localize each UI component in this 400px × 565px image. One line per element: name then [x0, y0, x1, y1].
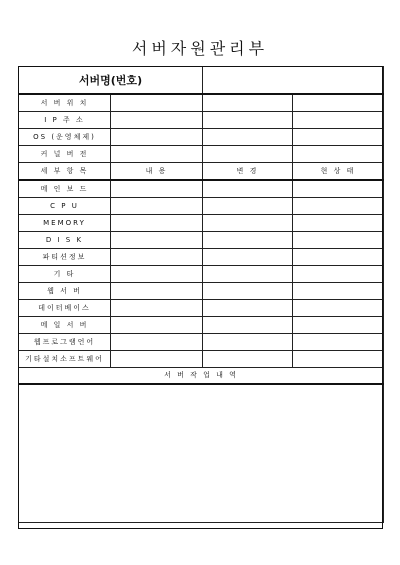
detail-row-label: 기타설치소프트웨어: [19, 351, 111, 368]
detail-row: [19, 180, 384, 198]
detail-row-content-cell[interactable]: [111, 300, 203, 317]
detail-row-status-cell[interactable]: [293, 198, 384, 215]
info-row: [19, 129, 384, 146]
info-row: [19, 146, 384, 163]
detail-row-label: 메 인 보 드: [19, 180, 111, 198]
info-row-status-cell[interactable]: [293, 94, 384, 112]
detail-row-change-cell[interactable]: [203, 300, 293, 317]
detail-row: [19, 317, 384, 334]
server-name-label: 서버명(번호): [19, 67, 203, 95]
detail-row-content-cell[interactable]: [111, 215, 203, 232]
detail-row-status-cell[interactable]: [293, 215, 384, 232]
info-row-label: 서 버 위 치: [19, 94, 111, 112]
info-row-change-cell[interactable]: [203, 94, 293, 112]
detail-row-change-cell[interactable]: [203, 180, 293, 198]
detail-row: [19, 249, 384, 266]
detail-row-status-cell[interactable]: [293, 266, 384, 283]
detail-row: [19, 215, 384, 232]
header-content: 내 용: [111, 163, 203, 181]
info-row: [19, 94, 384, 112]
header-change: 변 경: [203, 163, 293, 181]
detail-row-content-cell[interactable]: [111, 351, 203, 368]
info-row-label: OS (운영체제): [19, 129, 111, 146]
info-row-change-cell[interactable]: [203, 129, 293, 146]
info-row-content-cell[interactable]: [111, 94, 203, 112]
server-resource-form: [18, 66, 383, 529]
detail-row-change-cell[interactable]: [203, 249, 293, 266]
detail-row: [19, 351, 384, 368]
detail-row: [19, 198, 384, 215]
detail-row: [19, 266, 384, 283]
detail-row-label: 메 일 서 버: [19, 317, 111, 334]
page-title: 서버자원관리부: [131, 39, 269, 58]
work-history-label: 서 버 작 업 내 역: [19, 368, 384, 385]
detail-row-content-cell[interactable]: [111, 232, 203, 249]
info-row-status-cell[interactable]: [293, 112, 384, 129]
info-row-status-cell[interactable]: [293, 129, 384, 146]
info-row-content-cell[interactable]: [111, 129, 203, 146]
info-row-content-cell[interactable]: [111, 112, 203, 129]
detail-row-label: 데이터베이스: [19, 300, 111, 317]
detail-row-status-cell[interactable]: [293, 283, 384, 300]
detail-row-change-cell[interactable]: [203, 283, 293, 300]
detail-row-label: 기 타: [19, 266, 111, 283]
detail-row-change-cell[interactable]: [203, 198, 293, 215]
detail-row-label: 웹 서 버: [19, 283, 111, 300]
detail-row-status-cell[interactable]: [293, 249, 384, 266]
detail-row-status-cell[interactable]: [293, 351, 384, 368]
detail-row: [19, 283, 384, 300]
info-row-content-cell[interactable]: [111, 146, 203, 163]
detail-row-label: D I S K: [19, 232, 111, 249]
detail-row-status-cell[interactable]: [293, 232, 384, 249]
info-row-change-cell[interactable]: [203, 112, 293, 129]
detail-row-change-cell[interactable]: [203, 334, 293, 351]
detail-row-status-cell[interactable]: [293, 317, 384, 334]
info-row-status-cell[interactable]: [293, 146, 384, 163]
detail-row-content-cell[interactable]: [111, 334, 203, 351]
server-name-value[interactable]: [203, 67, 384, 95]
detail-row-status-cell[interactable]: [293, 180, 384, 198]
detail-row-content-cell[interactable]: [111, 266, 203, 283]
detail-row-label: C P U: [19, 198, 111, 215]
detail-row: [19, 232, 384, 249]
detail-row-change-cell[interactable]: [203, 266, 293, 283]
info-row-label: I P 주 소: [19, 112, 111, 129]
detail-row-change-cell[interactable]: [203, 232, 293, 249]
header-status: 현 상 태: [293, 163, 384, 181]
detail-row-status-cell[interactable]: [293, 300, 384, 317]
detail-row-content-cell[interactable]: [111, 317, 203, 334]
detail-row-label: 파티션정보: [19, 249, 111, 266]
detail-row-content-cell[interactable]: [111, 283, 203, 300]
detail-row-label: 웹프로그램언어: [19, 334, 111, 351]
header-item: 세 부 항 목: [19, 163, 111, 181]
detail-row-status-cell[interactable]: [293, 334, 384, 351]
work-history-area[interactable]: [19, 384, 384, 523]
resource-table: [18, 66, 384, 523]
detail-row-content-cell[interactable]: [111, 180, 203, 198]
info-row-label: 커 널 버 전: [19, 146, 111, 163]
info-row-change-cell[interactable]: [203, 146, 293, 163]
detail-row-content-cell[interactable]: [111, 249, 203, 266]
detail-row-change-cell[interactable]: [203, 317, 293, 334]
detail-row-change-cell[interactable]: [203, 351, 293, 368]
info-row: [19, 112, 384, 129]
detail-row: [19, 334, 384, 351]
detail-row: [19, 300, 384, 317]
detail-row-label: MEMORY: [19, 215, 111, 232]
detail-row-change-cell[interactable]: [203, 215, 293, 232]
detail-row-content-cell[interactable]: [111, 198, 203, 215]
